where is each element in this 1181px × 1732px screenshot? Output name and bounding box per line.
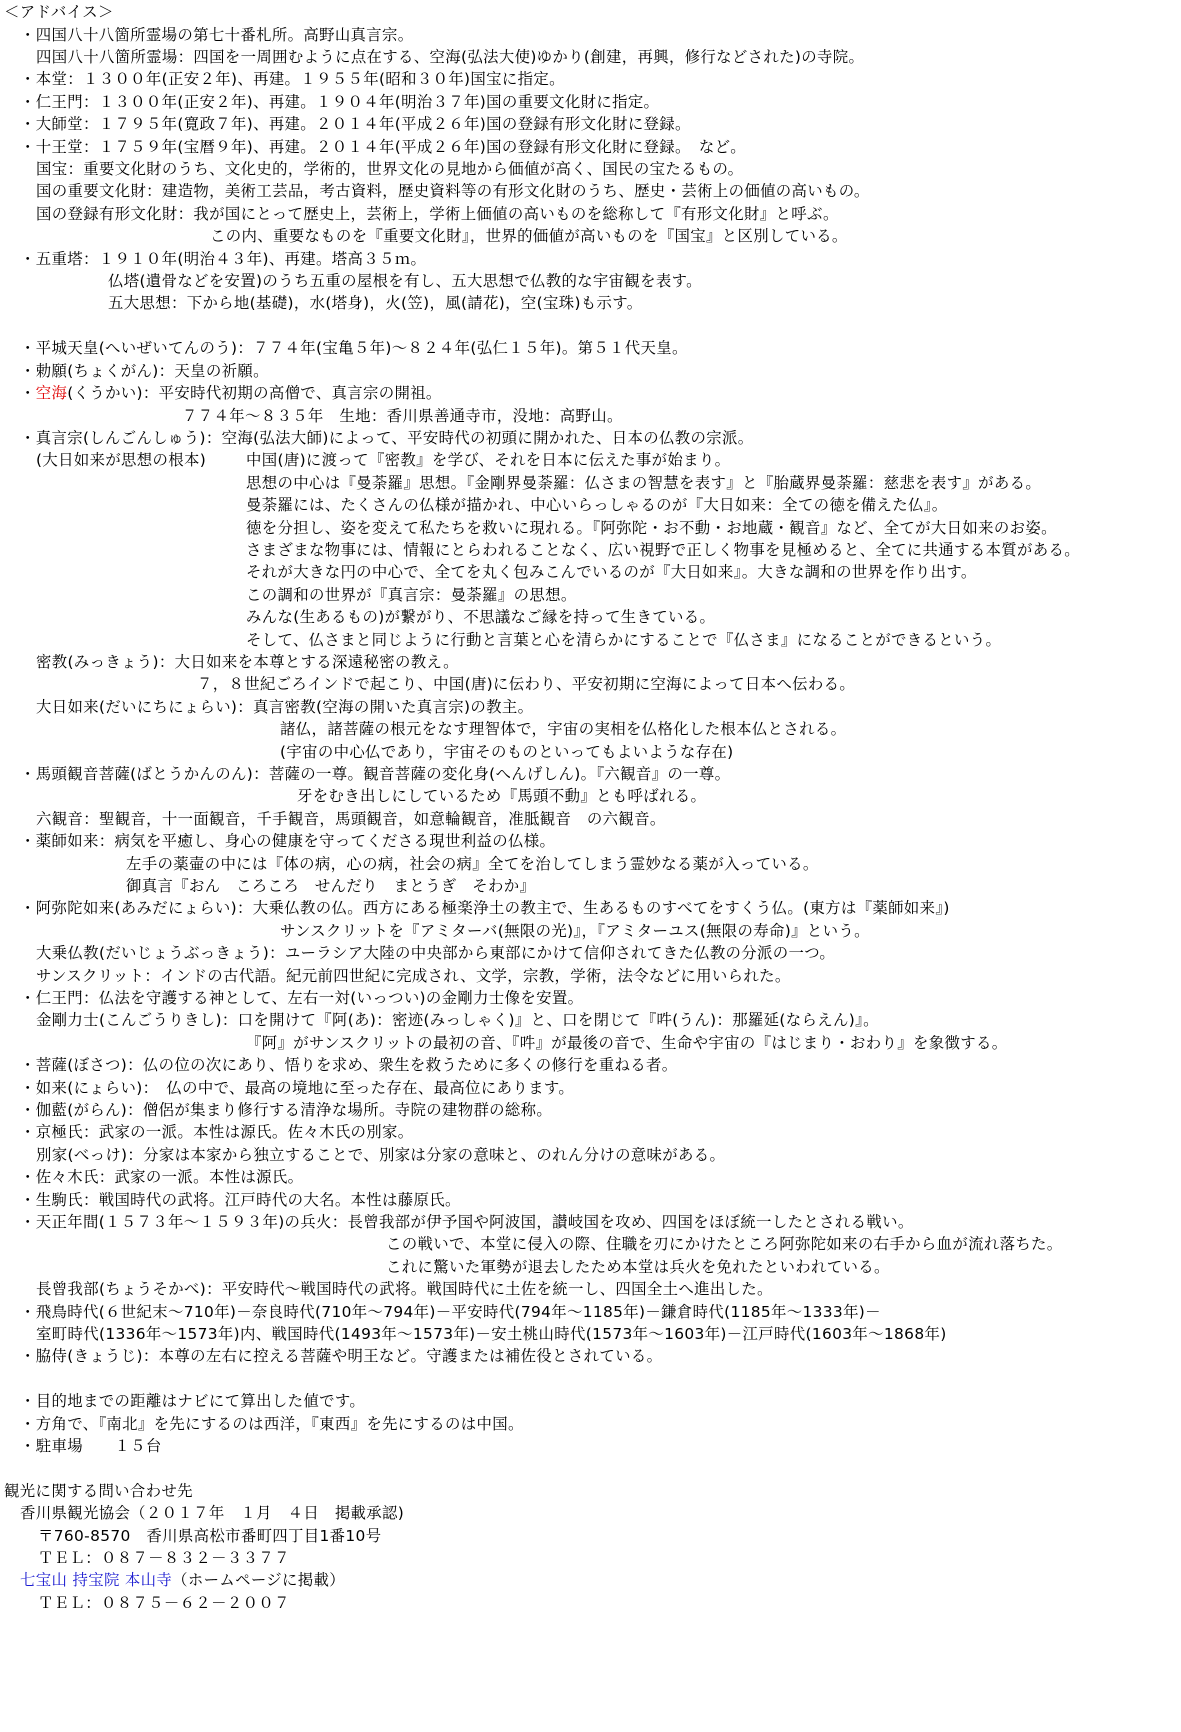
text-line: ・四国八十八箇所霊場の第七十番札所。高野山真言宗。 xyxy=(20,26,414,44)
text-line: ・飛鳥時代(６世紀末～710年)－奈良時代(710年～794年)－平安時代(794年～1185年)－鎌倉時代(1185年～1333年)－ xyxy=(20,1303,881,1321)
kukai-description: (くうかい)：平安時代初期の高僧で、真言宗の開祖。 xyxy=(67,384,442,402)
text-line: 徳を分担し、姿を変えて私たちを救いに現れる。『阿弥陀・お不動・お地蔵・観音』など、全てが大日如来のお姿。 xyxy=(246,519,1057,537)
text-line: ・菩薩(ぼさつ)：仏の位の次にあり、悟りを求め、衆生を救うために多くの修行を重ねる者。 xyxy=(20,1056,678,1074)
text-line: この調和の世界が『真言宗：曼荼羅』の思想。 xyxy=(246,586,577,604)
text-line: 牙をむき出しにしているため『馬頭不動』とも呼ばれる。 xyxy=(297,787,707,805)
kukai-highlight: 空海 xyxy=(35,384,68,402)
text-line: ・京極氏：武家の一派。本性は源氏。佐々木氏の別家。 xyxy=(20,1123,414,1141)
text-line: これに驚いた軍勢が退去したため本堂は兵火を免れたといわれている。 xyxy=(386,1258,890,1276)
text-line: ・真言宗(しんごんしゅう)：空海(弘法大師)によって、平安時代の初頭に開かれた、日本の仏教の宗派。 xyxy=(20,429,754,447)
text-line: (大日如来が思想の根本) xyxy=(36,451,207,469)
text-line: ・薬師如来：病気を平癒し、身心の健康を守ってくださる現世利益の仏様。 xyxy=(20,832,556,850)
text-line: 五大思想：下から地(基礎)，水(塔身)，火(笠)，風(請花)，空(宝珠)も示す。 xyxy=(108,294,643,312)
text-line: さまざまな物事には、情報にとらわれることなく、広い視野で正しく物事を見極めると、全てに共通する本質がある。 xyxy=(246,541,1080,559)
text-line: 左手の薬壷の中には『体の病，心の病，社会の病』全てを治してしまう霊妙なる薬が入っている。 xyxy=(126,855,819,873)
text-line: この内、重要なものを『重要文化財』，世界的価値が高いものを『国宝』と区別している。 xyxy=(210,227,848,245)
text-line: 中国(唐)に渡って『密教』を学び、それを日本に伝えた事が始まり。 xyxy=(246,451,731,469)
text-line: 思想の中心は『曼荼羅』思想。『金剛界曼荼羅：仏さまの智慧を表す』と『胎蔵界曼荼羅：慈悲を表す』がある。 xyxy=(246,474,1042,492)
text-line: ・阿弥陀如来(あみだにょらい)：大乗仏教の仏。西方にある極楽浄土の教主で、生あるものすべてをすくう仏。(東方は『薬師如来』) xyxy=(20,899,950,917)
text-line: 曼荼羅には、たくさんの仏様が描かれ、中心いらっしゃるのが『大日如来：全ての徳を備えた仏』。 xyxy=(246,496,948,514)
text-line: 六観音：聖観音，十一面観音，千手観音，馬頭観音，如意輪観音，准胝観音 の六観音。 xyxy=(36,810,666,828)
text-line: 密教(みっきょう)：大日如来を本尊とする深遠秘密の教え。 xyxy=(36,653,459,671)
text-line: ・仁王門：１３００年(正安２年)、再建。１９０４年(明治３７年)国の重要文化財に指定。 xyxy=(20,93,660,111)
text-line: ・本堂：１３００年(正安２年)、再建。１９５５年(昭和３０年)国宝に指定。 xyxy=(20,70,565,88)
text-line: ・方角で、『南北』を先にするのは西洋，『東西』を先にするのは中国。 xyxy=(20,1415,524,1433)
text-line: ・五重塔：１９１０年(明治４３年)、再建。塔高３５ｍ。 xyxy=(20,250,427,268)
text-line: ・馬頭観音菩薩(ばとうかんのん)：菩薩の一尊。観音菩薩の変化身(へんげしん)。『六観音』の一尊。 xyxy=(20,765,731,783)
contact-tel: ＴＥＬ：０８７－８３２－３３７７ xyxy=(38,1549,290,1567)
text-line: ・十王堂：１７５９年(宝暦９年)、再建。２０１４年(平成２６年)国の登録有形文化財に登録。 など。 xyxy=(20,138,747,156)
contact-org: 香川県観光協会（２０１７年 １月 ４日 掲載承認) xyxy=(20,1504,405,1522)
contact-heading: 観光に関する問い合わせ先 xyxy=(4,1482,193,1500)
text-line: そして、仏さまと同じように行動と言葉と心を清らかにすることで『仏さま』になることができるという。 xyxy=(246,631,1002,649)
text-line: 大日如来(だいにちにょらい)：真言密教(空海の開いた真言宗)の教主。 xyxy=(36,698,534,716)
text-line: 諸仏，諸菩薩の根元をなす理智体で，宇宙の実相を仏格化した根本仏とされる。 xyxy=(280,720,847,738)
text-line: この戦いで、本堂に侵入の際、住職を刃にかけたところ阿弥陀如来の右手から血が流れ落ちた。 xyxy=(386,1235,1063,1253)
temple-link[interactable]: 七宝山 持宝院 本山寺 xyxy=(20,1571,173,1589)
text-line: ・伽藍(がらん)：僧侶が集まり修行する清浄な場所。寺院の建物群の総称。 xyxy=(20,1101,553,1119)
text-line: 金剛力士(こんごうりきし)：口を開けて『阿(あ)：密迹(みっしゃく)』と、口を閉じて『吽(うん)：那羅延(ならえん)』。 xyxy=(36,1011,879,1029)
text-line: 別家(べっけ)：分家は本家から独立することで、別家は分家の意味と、のれん分けの意味がある。 xyxy=(36,1146,726,1164)
text-line: 『阿』がサンスクリットの最初の音、『吽』が最後の音で、生命や宇宙の『はじまり・おわり』を象徴する。 xyxy=(246,1034,1008,1052)
text-line: 四国八十八箇所霊場：四国を一周囲むように点在する、空海(弘法大使)ゆかり(創建，再興，修行などされた)の寺院。 xyxy=(36,48,865,66)
text-line: (宇宙の中心仏であり，宇宙そのものといってもよいような存在) xyxy=(280,743,734,761)
document-title: ＜アドバイス＞ xyxy=(4,3,114,21)
bullet: ・ xyxy=(20,384,36,402)
text-line: 大乗仏教(だいじょうぶっきょう)：ユーラシア大陸の中央部から東部にかけて信仰されてきた仏教の分派の一つ。 xyxy=(36,944,836,962)
text-line: ・脇侍(きょうじ)：本尊の左右に控える菩薩や明王など。守護または補佐役とされている。 xyxy=(20,1347,663,1365)
text-line: それが大きな円の中心で、全てを丸く包みこんでいるのが『大日如来』。大きな調和の世界を作り出す。 xyxy=(246,563,977,581)
text-line: ・目的地までの距離はナビにて算出した値です。 xyxy=(20,1392,366,1410)
temple-line xyxy=(20,1570,345,1590)
text-line: ・平城天皇(へいぜいてんのう)：７７４年(宝亀５年)～８２４年(弘仁１５年)。第５１代天皇。 xyxy=(20,339,688,357)
text-line: ・生駒氏：戦国時代の武将。江戸時代の大名。本性は藤原氏。 xyxy=(20,1191,461,1209)
text-line: ７，８世紀ごろインドで起こり、中国(唐)に伝わり、平安初期に空海によって日本へ伝わる。 xyxy=(197,675,856,693)
text-line: サンスクリットを『アミターバ(無限の光)』，『アミターユス(無限の寿命)』という。 xyxy=(280,922,870,940)
temple-note: （ホームページに掲載） xyxy=(172,1571,345,1589)
text-line: ７７４年～８３５年 生地：香川県善通寺市，没地：高野山。 xyxy=(182,407,623,425)
text-line: 長曾我部(ちょうそかべ)：平安時代～戦国時代の武将。戦国時代に土佐を統一し、四国全土へ進出した。 xyxy=(36,1280,773,1298)
text-line: 御真言『おん ころころ せんだり まとうぎ そわか』 xyxy=(126,877,536,895)
text-line: サンスクリット：インドの古代語。紀元前四世紀に完成され、文学，宗教，学術，法令などに用いられた。 xyxy=(36,967,791,985)
text-line: 国宝：重要文化財のうち、文化史的，学術的，世界文化の見地から価値が高く、国民の宝たるもの。 xyxy=(36,160,744,178)
text-line: 国の重要文化財：建造物，美術工芸品，考古資料，歴史資料等の有形文化財のうち、歴史・芸術上の価値の高いもの。 xyxy=(36,182,870,200)
text-line: ・佐々木氏：武家の一派。本性は源氏。 xyxy=(20,1168,304,1186)
contact-address: 〒760-8570 香川県高松市番町四丁目1番10号 xyxy=(38,1527,382,1545)
text-line: みんな(生あるもの)が繋がり、不思議なご縁を持って生きている。 xyxy=(246,608,716,626)
text-line: ・勅願(ちょくがん)：天皇の祈願。 xyxy=(20,362,269,380)
text-line: ・仁王門：仏法を守護する神として、左右一対(いっつい)の金剛力士像を安置。 xyxy=(20,989,584,1007)
text-line: 国の登録有形文化財：我が国にとって歴史上，芸術上，学術上価値の高いものを総称して『有形文化財』と呼ぶ。 xyxy=(36,205,839,223)
temple-tel: ＴＥＬ：０８７５－６２－２００７ xyxy=(38,1594,290,1612)
text-line: ・如来(にょらい)： 仏の中で、最高の境地に至った存在、最高位にあります。 xyxy=(20,1079,575,1097)
text-line: 仏塔(遺骨などを安置)のうち五重の屋根を有し、五大思想で仏教的な宇宙観を表す。 xyxy=(108,272,702,290)
text-line: 室町時代(1336年～1573年)内、戦国時代(1493年～1573年)－安土桃山時代(1573年～1603年)－江戸時代(1603年～1868年) xyxy=(36,1325,947,1343)
text-line: ・天正年間(１５７３年～１５９３年)の兵火：長曾我部が伊予国や阿波国，讃岐国を攻め、四国をほぼ統一したとされる戦い。 xyxy=(20,1213,914,1231)
text-line: ・駐車場 １５台 xyxy=(20,1437,162,1455)
text-line-kukai xyxy=(20,383,442,403)
text-line: ・大師堂：１７９５年(寛政７年)、再建。２０１４年(平成２６年)国の登録有形文化財に登録。 xyxy=(20,115,691,133)
